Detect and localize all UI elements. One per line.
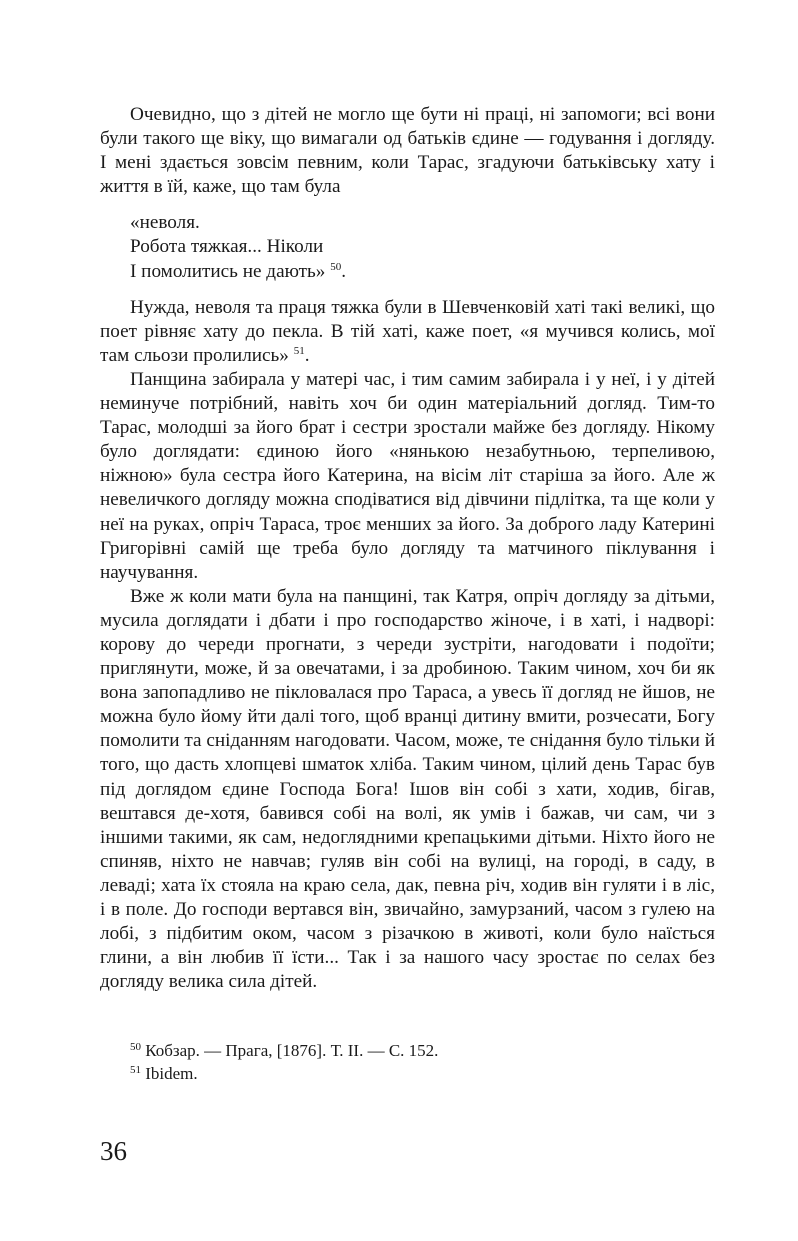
footnote-text: Ibidem. [145,1064,198,1083]
footnote-number: 50 [130,1041,141,1053]
footnote-ref-50[interactable]: 50 [330,260,342,273]
paragraph-2: Нужда, неволя та праця тяжка були в Шевченковій хаті такі великі, що поет рівняє хату до пекла. В тій хаті, каже поет, «я мучився колись, мої там сльози пролились» $^{51}$. [100,296,715,366]
footnote-ref-51[interactable]: 51 [293,344,305,357]
poem-quote [130,211,715,283]
page-number: 36 [100,1136,127,1166]
quote-line-3: І помолитись не дають» $^{50}$. [130,260,346,282]
main-text [100,103,715,994]
paragraph-2-text: Нужда, неволя та праця тяжка були в Шевченковій хаті такі великі, що поет рівняє хату до пекла. В тій хаті, каже поет, «я мучився колись, мої там сльози пролились» [100,296,715,366]
quote-line-1: «неволя. [130,212,200,234]
paragraph-1: Очевидно, що з дітей не могло ще бути ні праці, ні запомоги; всі вони були такого ще віку, що вимагали од батьків єдине — годування і догляду. І мені здається зовсім певним, коли Тарас, згадуючи батьківську хату і життя в їй, каже, що там була [100,104,715,198]
footnote-number: 51 [130,1064,141,1076]
paragraph-3: Панщина забирала у матері час, і тим самим забирала і у неї, і у дітей неминуче потрібний, навіть хоч би один матеріальний догляд. Тим-то Тарас, молодші за його брат і сестри зростали майже без догляду. Нікому було доглядати: єдиною його «нянькою незабутньою, терпеливою, ніжною» була сестра його Катерина, на вісім літ старіша за його. Але ж невеличкого догляду можна сподіватися від дівчини підлітка, та ще коли у неї на руках, опріч Тараса, троє менших за його. За доброго ладу Катерині Григорівні самій ще треба було догляду та матчиного піклування і научування. [100,368,715,583]
paragraph-4: Вже ж коли мати була на панщині, так Катря, опріч догляду за дітьми, мусила доглядати і дбати і про господарство жіноче, і в хаті, і надворі: корову до череди прогнати, з череди зустріти, нагодовати і подоїти; приглянути, може, й за овечатами, і за дробиною. Таким чином, хоч би як вона запопадливо не пікловалася про Тараса, а увесь її догляд не йшов, не можна було йому йти далі того, щоб вранці дитину вмити, розчесати, Богу помолити та сніданням нагодовати. Часом, може, те снідання було тільки й того, що дасть хлопцеві шматок хліба. Таким чином, цілий день Тарас був під доглядом єдине Господа Бога! Ішов він собі з хати, ходив, бігав, вештався де-хотя, бавився собі на волі, як умів і бажав, чи сам, чи з іншими такими, як сам, недоглядними крепацькими дітьми. Ніхто його не спиняв, ніхто не навчав; гуляв він собі на вулиці, на городі, в саду, в леваді; хата їх стояла на краю села, дак, певна річ, ходив він гуляти і в ліс, і в поле. До господи вертався він, звичайно, замурзаний, часом з гулею на лобі, з підбитим оком, часом з різачкою в животі, коли було наїсться глини, а він любив її їсти... Так і за нашого часу зростає по селах без догляду велика сила дітей. [100,585,715,993]
quote-line-3-text: І помолитись не дають» [130,260,326,282]
footnote-50 [130,1039,690,1062]
footnote-text: Кобзар. — Прага, [1876]. Т. II. — С. 152. [145,1041,439,1060]
quote-line-2: Робота тяжкая... Ніколи [130,236,324,258]
footnote-51 [130,1062,690,1085]
footnotes [130,1039,690,1085]
